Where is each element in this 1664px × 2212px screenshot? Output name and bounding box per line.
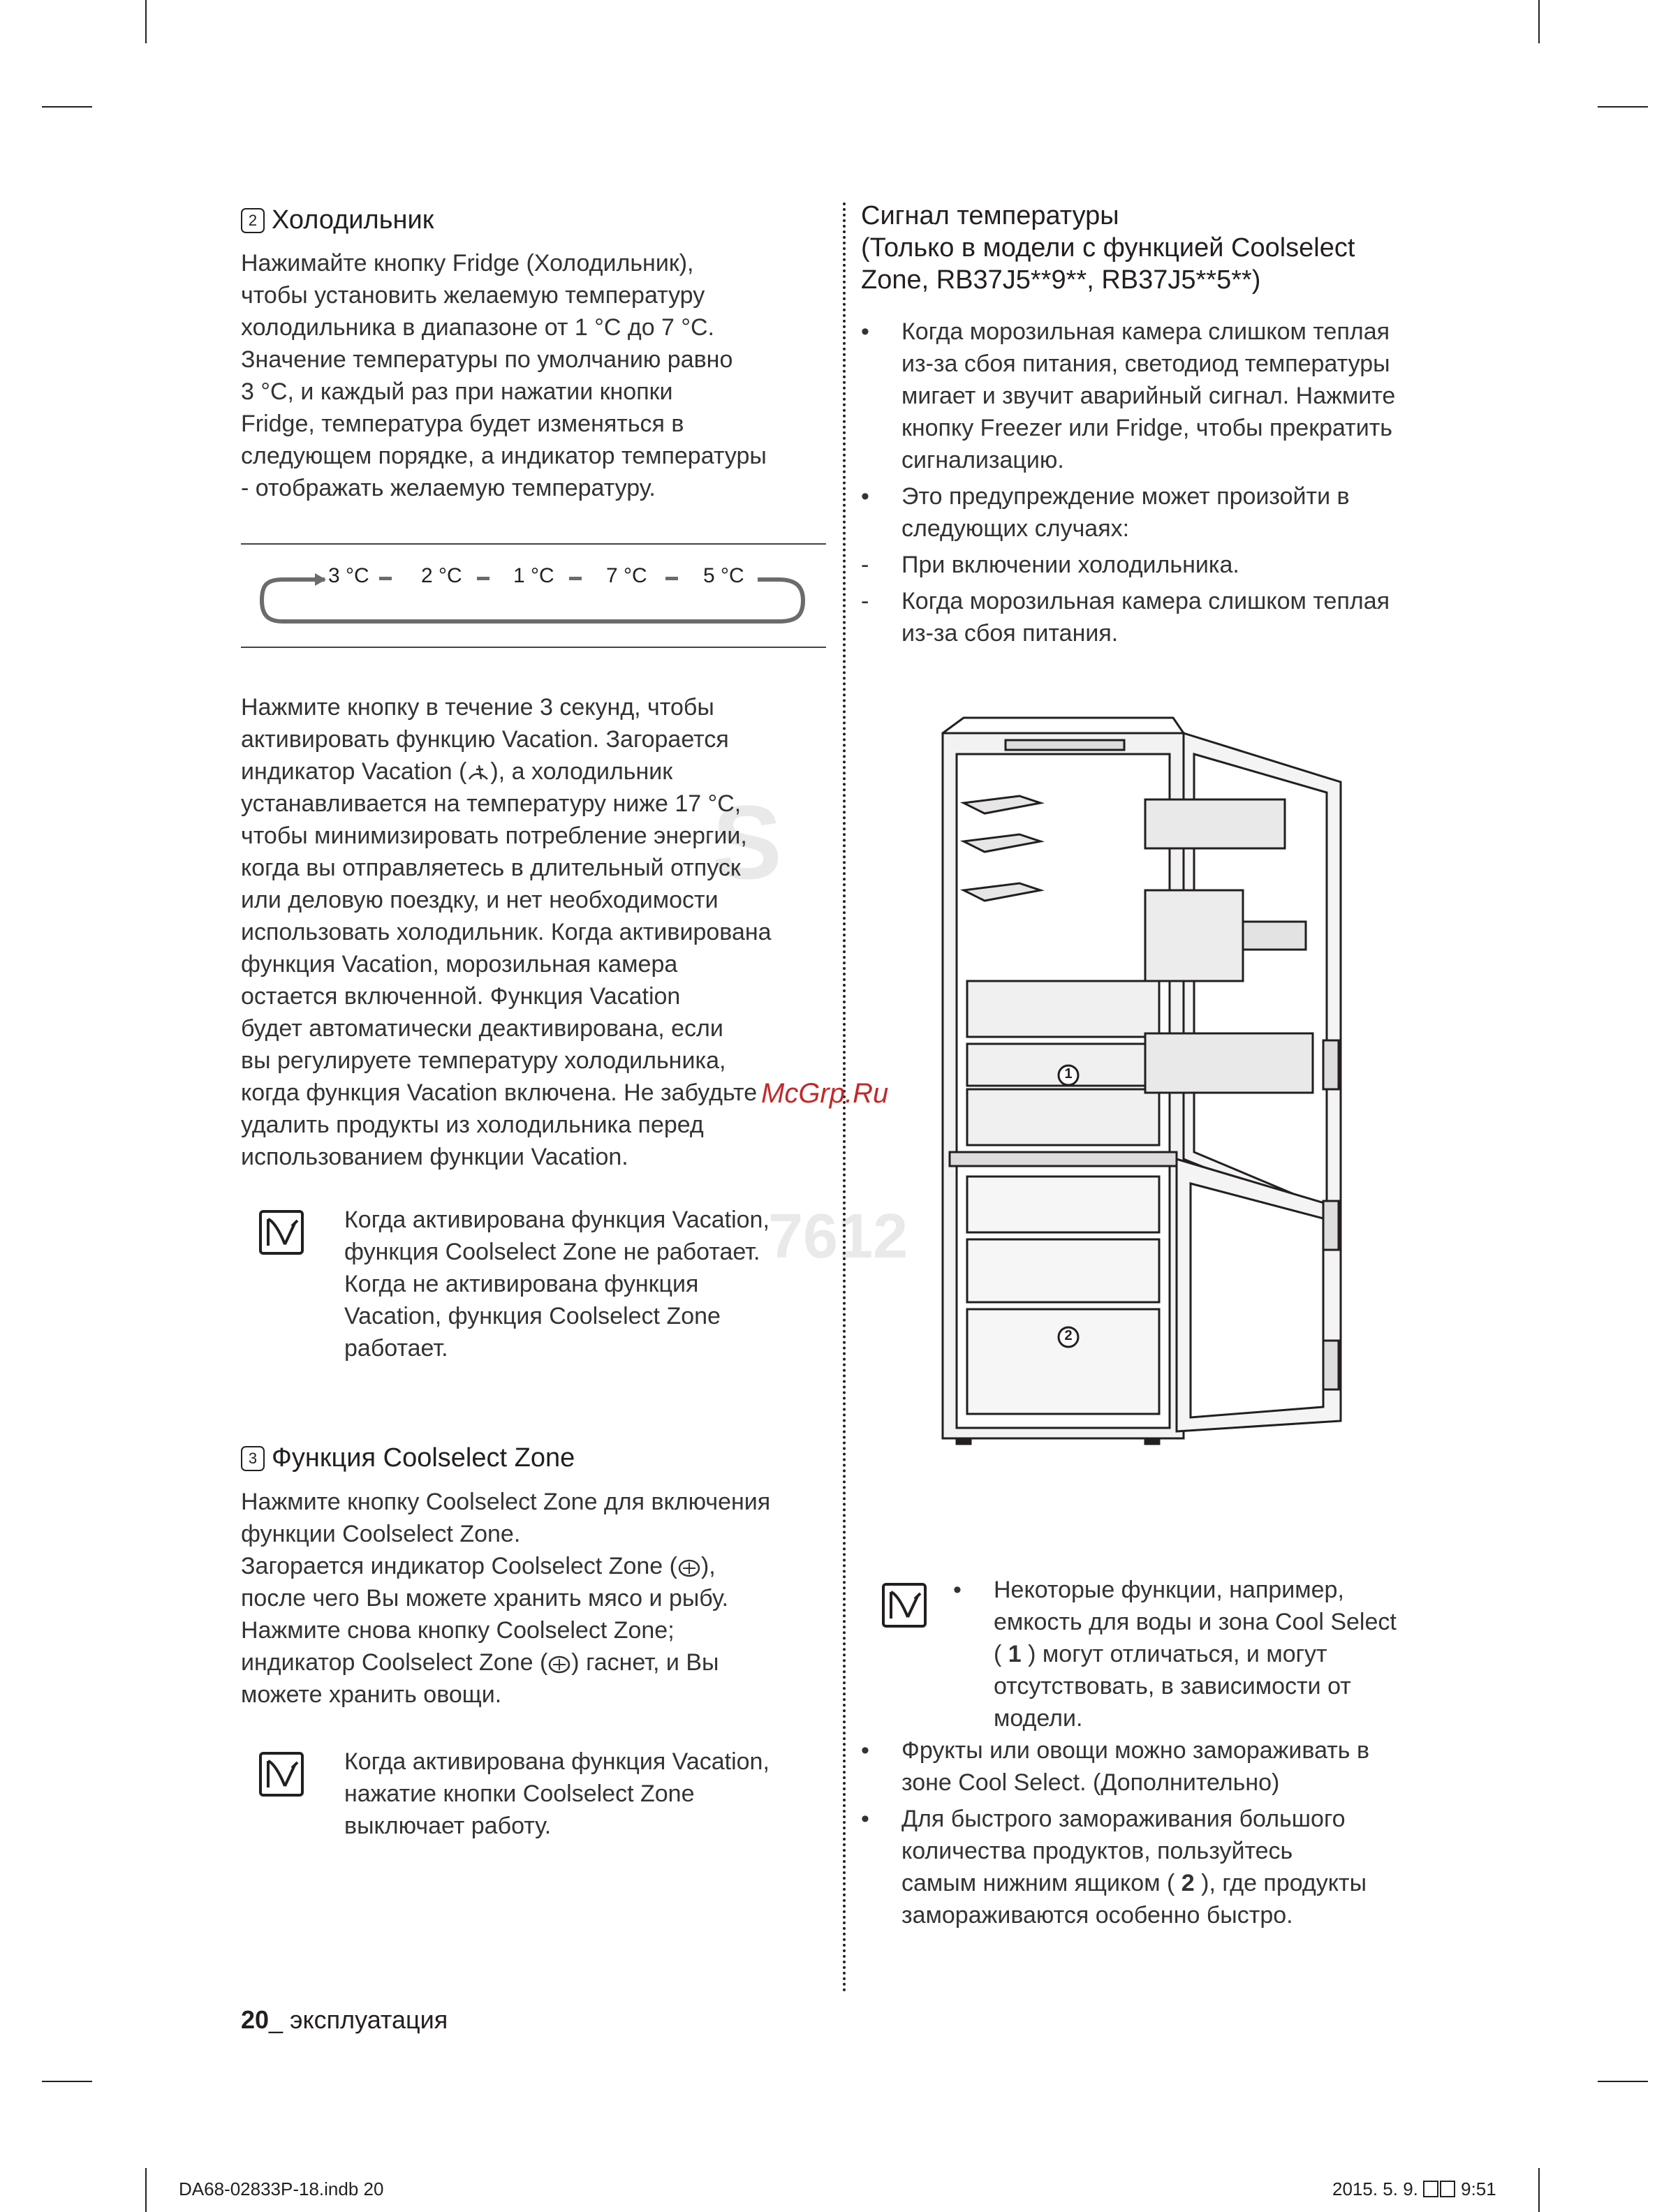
text-line	[994, 1638, 1442, 1670]
bullet: •	[861, 483, 869, 510]
text-fragment: Загорается индикатор Coolselect Zone (	[241, 1553, 677, 1579]
section-number: 2	[241, 208, 265, 233]
text-line: Когда активирована функция Vacation,	[344, 1748, 770, 1775]
text-fragment: ),	[700, 1553, 716, 1579]
crop-mark	[1538, 2168, 1540, 2212]
text-line: отсутствовать, в зависимости от	[994, 1673, 1351, 1699]
text-line: функции Coolselect Zone.	[241, 1521, 521, 1547]
text-line: Нажмите снова кнопку Coolselect Zone;	[241, 1617, 675, 1644]
page-footer	[241, 2005, 448, 2035]
bullet: •	[953, 1577, 962, 1603]
refrigerator-illustration	[936, 712, 1376, 1445]
text-line: после чего Вы можете хранить мясо и рыбу.	[241, 1585, 729, 1612]
page-number: 20	[241, 2005, 270, 2034]
coolselect-icon	[547, 1653, 571, 1674]
text-line	[901, 1867, 1461, 1899]
text-fragment: (	[994, 1641, 1008, 1667]
print-date: 2015. 5. 9.	[1332, 2178, 1424, 2199]
cycle-step-1: 3 °C	[328, 564, 369, 587]
crop-mark	[145, 0, 147, 43]
text-line: функция Vacation, морозильная камера	[241, 951, 678, 978]
fridge-paragraph	[241, 247, 767, 504]
text-fragment: ), где продукты	[1194, 1870, 1367, 1896]
text-line: зоне Cool Select. (Дополнительно)	[901, 1769, 1280, 1796]
text-line: мигает и звучит аварийный сигнал. Нажмите	[901, 383, 1396, 409]
text-line: устанавливается на температуру ниже 17 °C,	[241, 790, 742, 817]
text-line: сигнализацию.	[901, 447, 1064, 473]
text-line: Когда активирована функция Vacation,	[344, 1207, 770, 1233]
list-item	[861, 549, 1461, 581]
page-section: _ эксплуатация	[269, 2005, 448, 2034]
text-fragment: индикатор Vacation (	[241, 758, 467, 785]
section-title-coolselect	[241, 1442, 575, 1474]
crop-mark	[1598, 106, 1648, 108]
callout-ref: 2	[1181, 1870, 1195, 1896]
text-line: следующем порядке, а индикатор температуры	[241, 443, 767, 469]
text-line: Значение температуры по умолчанию равно	[241, 346, 733, 373]
text-line: удалить продукты из холодильника перед	[241, 1112, 704, 1138]
bullet: •	[861, 318, 869, 345]
text-line: вы регулируете температуру холодильника,	[241, 1047, 726, 1074]
callout-ref: 1	[1008, 1641, 1022, 1667]
vacation-icon	[466, 762, 490, 783]
list-item	[861, 480, 1461, 545]
note-icon	[881, 1582, 927, 1628]
section-number: 3	[241, 1446, 265, 1471]
site-watermark: McGrp.Ru	[761, 1078, 889, 1109]
text-line: работает.	[344, 1335, 448, 1362]
text-line: чтобы минимизировать потребление энергии,	[241, 823, 747, 849]
text-line: Фрукты или овощи можно замораживать в	[901, 1737, 1370, 1764]
note-models	[953, 1574, 1442, 1739]
text-fragment: ) могут отличаться, и могут	[1021, 1641, 1327, 1667]
box-glyph-icon	[1423, 2181, 1438, 2197]
cycle-step-3: 1 °C	[513, 564, 554, 587]
section-title-text: Холодильник	[272, 205, 434, 235]
text-line: из-за сбоя питания, светодиод температуры	[901, 351, 1390, 377]
text-line: когда вы отправляетесь в длительный отпуск	[241, 855, 741, 881]
cycle-step-5: 5 °C	[703, 564, 744, 587]
temperature-cycle-rule-top	[241, 543, 826, 545]
freezing-tips-list	[861, 1734, 1461, 1936]
print-date-info	[1332, 2178, 1496, 2200]
list-item	[861, 1803, 1461, 1931]
note-icon	[258, 1209, 304, 1255]
text-line	[241, 755, 772, 788]
text-line: емкость для воды и зона Cool Select	[994, 1609, 1397, 1635]
bullet: -	[861, 552, 869, 578]
temperature-cycle-rule-bottom	[241, 647, 826, 648]
text-line: При включении холодильника.	[901, 552, 1239, 578]
text-fragment: ), а холодильник	[490, 758, 673, 785]
print-time: 9:51	[1461, 2178, 1496, 2199]
vacation-paragraph	[241, 691, 772, 1173]
coolselect-icon	[677, 1557, 701, 1578]
text-line: нажатие кнопки Coolselect Zone	[344, 1780, 695, 1807]
text-line	[241, 1646, 770, 1679]
text-line: выключает работу.	[344, 1813, 552, 1839]
crop-mark	[42, 2081, 92, 2082]
cycle-step-4: 7 °C	[606, 564, 647, 587]
text-line: Vacation, функция Coolselect Zone	[344, 1303, 721, 1329]
text-line: Сигнал температуры	[861, 201, 1119, 230]
text-line: холодильника в диапазоне от 1 °C до 7 °C.	[241, 314, 715, 341]
text-line: Fridge, температура будет изменяться в	[241, 411, 684, 437]
text-line: (Только в модели с функцией Coolselect	[861, 233, 1355, 263]
text-line: Некоторые функции, например,	[994, 1577, 1344, 1603]
watermark-text: S	[712, 783, 783, 901]
text-line: из-за сбоя питания.	[901, 620, 1119, 647]
text-line: замораживаются особенно быстро.	[901, 1902, 1293, 1929]
text-line: следующих случаях:	[901, 515, 1130, 542]
text-fragment: ) гаснет, и Вы	[571, 1649, 719, 1676]
watermark-text: 7612	[768, 1202, 908, 1271]
list-item	[861, 316, 1461, 476]
text-line: активировать функцию Vacation. Загорается	[241, 726, 729, 753]
crop-mark	[42, 106, 92, 108]
text-line: количества продуктов, пользуйтесь	[901, 1838, 1293, 1864]
text-line: можете хранить овощи.	[241, 1681, 502, 1708]
section-title-text: Функция Coolselect Zone	[272, 1443, 575, 1473]
text-line: Когда морозильная камера слишком теплая	[901, 588, 1390, 614]
note-coolselect	[344, 1746, 770, 1842]
text-line: чтобы установить желаемую температуру	[241, 282, 705, 309]
text-line: будет автоматически деактивирована, если	[241, 1015, 723, 1042]
text-line: - отображать желаемую температуру.	[241, 475, 656, 501]
list-item	[953, 1574, 1442, 1734]
bullet: -	[861, 588, 869, 614]
text-line: функция Coolselect Zone не работает.	[344, 1239, 760, 1265]
crop-mark	[1538, 0, 1540, 43]
text-fragment: индикатор Coolselect Zone (	[241, 1649, 548, 1676]
text-line: Когда не активирована функция	[344, 1271, 699, 1297]
text-line: когда функция Vacation включена. Не забудьте	[241, 1079, 758, 1106]
temperature-alarm-list	[861, 316, 1461, 654]
text-line: Для быстрого замораживания большого	[901, 1806, 1346, 1832]
temperature-alarm-title	[861, 200, 1355, 296]
text-line: Нажмите кнопку Coolselect Zone для включения	[241, 1489, 771, 1515]
section-title-fridge	[241, 204, 434, 236]
text-line: Нажмите кнопку в течение 3 секунд, чтобы	[241, 694, 714, 721]
crop-mark	[145, 2168, 147, 2212]
callout-1: 1	[1064, 1066, 1073, 1082]
list-item	[861, 585, 1461, 649]
box-glyph-icon	[1440, 2181, 1455, 2197]
text-line: использовать холодильник. Когда активирована	[241, 919, 772, 945]
text-line: Нажимайте кнопку Fridge (Холодильник),	[241, 250, 694, 276]
text-line: Zone, RB37J5**9**, RB37J5**5**)	[861, 265, 1261, 295]
text-line: кнопку Freezer или Fridge, чтобы прекратить	[901, 415, 1392, 441]
text-fragment: самым нижним ящиком (	[901, 1870, 1181, 1896]
text-line: остается включенной. Функция Vacation	[241, 983, 681, 1010]
text-line	[241, 1550, 770, 1582]
callout-2: 2	[1064, 1328, 1073, 1343]
bullet: •	[861, 1806, 869, 1832]
crop-mark	[1598, 2081, 1648, 2082]
text-line: или деловую поездку, и нет необходимости	[241, 887, 719, 913]
cycle-step-2: 2 °C	[421, 564, 462, 587]
text-line: 3 °C, и каждый раз при нажатии кнопки	[241, 378, 673, 405]
text-line: Когда морозильная камера слишком теплая	[901, 318, 1390, 345]
text-line: Это предупреждение может произойти в	[901, 483, 1350, 510]
coolselect-paragraph	[241, 1486, 770, 1711]
note-icon	[258, 1751, 304, 1797]
bullet: •	[861, 1737, 869, 1764]
print-file-info: DA68-02833P-18.indb 20	[179, 2178, 384, 2199]
list-item	[861, 1734, 1461, 1799]
text-line: использованием функции Vacation.	[241, 1144, 628, 1170]
note-vacation	[344, 1204, 770, 1364]
text-line: модели.	[994, 1705, 1083, 1732]
